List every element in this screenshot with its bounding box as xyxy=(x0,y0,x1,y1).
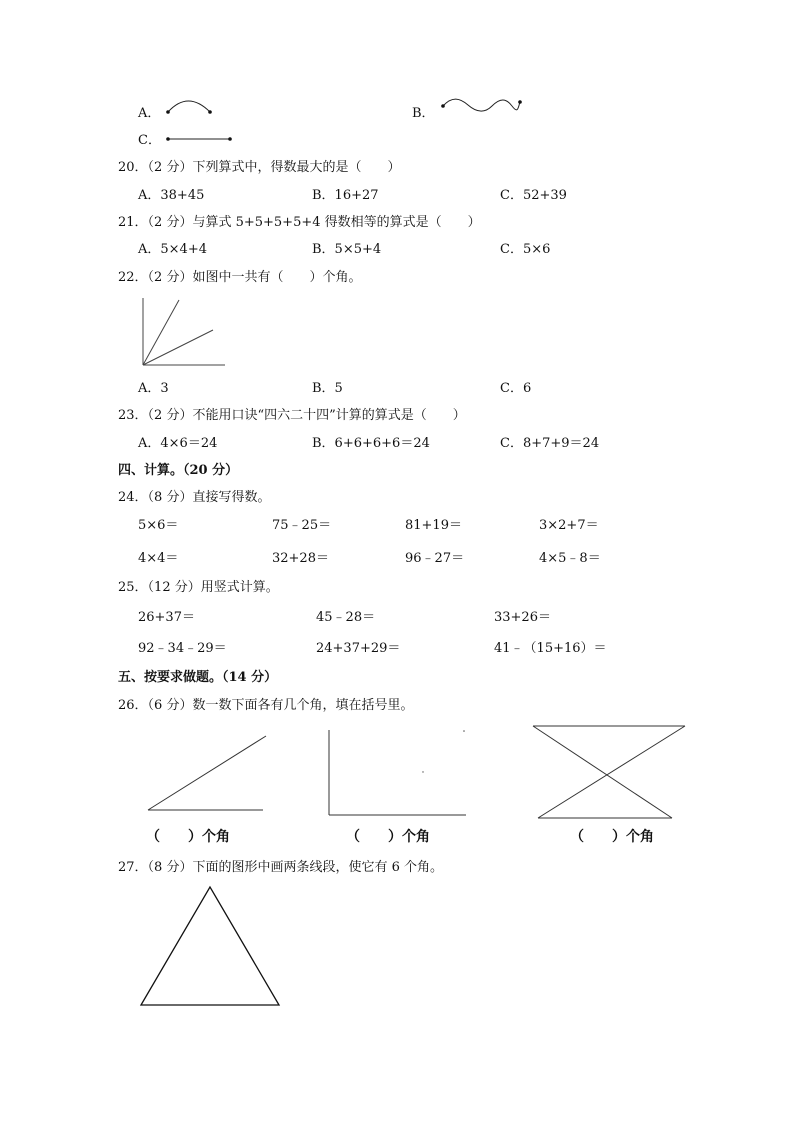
q19-option-c-label: C． xyxy=(138,133,161,148)
q25-item: 45﹣28＝ xyxy=(316,610,376,625)
q25-item: 33+26＝ xyxy=(494,610,551,625)
q25-item: 41﹣（15+16）＝ xyxy=(494,641,607,656)
q24-item: 4×5﹣8＝ xyxy=(539,551,601,566)
q24-item: 3×2+7＝ xyxy=(539,518,599,533)
q25-item: 24+37+29＝ xyxy=(316,641,401,656)
q26-blank-1[interactable]: （ ）个角 xyxy=(146,829,230,845)
q20-option-a: A．38+45 xyxy=(138,188,205,203)
q26-figure-3 xyxy=(530,722,690,822)
q19-option-a-figure xyxy=(164,96,224,116)
q19-option-b-label: B． xyxy=(412,106,435,121)
q24-item: 5×6＝ xyxy=(138,518,179,533)
q20-option-b: B．16+27 xyxy=(312,188,379,203)
q24-item: 4×4＝ xyxy=(138,551,179,566)
q19-option-b-figure xyxy=(438,96,528,116)
q27-stem: 27．（8 分）下面的图形中画两条线段，使它有 6 个角。 xyxy=(118,860,443,875)
q24-item: 32+28＝ xyxy=(272,551,329,566)
q23-stem: 23．（2 分）不能用口诀“四六二十四”计算的算式是（ ） xyxy=(118,408,466,423)
q22-option-a: A．3 xyxy=(138,381,169,396)
q21-option-c: C．5×6 xyxy=(500,242,551,257)
q21-option-a: A．5×4+4 xyxy=(138,242,207,257)
q19-option-a-label: A． xyxy=(138,106,161,121)
q23-option-b: B．6+6+6+6＝24 xyxy=(312,436,430,451)
q24-item: 96﹣27＝ xyxy=(405,551,465,566)
q26-stem: 26．（6 分）数一数下面各有几个角，填在括号里。 xyxy=(118,698,414,713)
q22-option-c: C．6 xyxy=(500,381,532,396)
q22-angle-figure xyxy=(140,296,230,368)
q23-option-a: A．4×6＝24 xyxy=(138,436,218,451)
q24-item: 81+19＝ xyxy=(405,518,462,533)
q25-item: 92﹣34﹣29＝ xyxy=(138,641,227,656)
q26-figure-2 xyxy=(325,727,470,822)
q20-option-c: C．52+39 xyxy=(500,188,567,203)
q24-item: 75﹣25＝ xyxy=(272,518,332,533)
q22-stem: 22．（2 分）如图中一共有（ ）个角。 xyxy=(118,270,362,285)
q26-blank-3[interactable]: （ ）个角 xyxy=(570,829,654,845)
q22-option-b: B．5 xyxy=(312,381,343,396)
q25-stem: 25．（12 分）用竖式计算。 xyxy=(118,580,279,595)
q21-option-b: B．5×5+4 xyxy=(312,242,382,257)
q23-option-c: C．8+7+9＝24 xyxy=(500,436,600,451)
q25-item: 26+37＝ xyxy=(138,610,195,625)
q27-triangle-figure[interactable] xyxy=(138,884,284,1010)
q21-stem: 21．（2 分）与算式 5+5+5+5+4 得数相等的算式是（ ） xyxy=(118,215,481,230)
q26-figure-1 xyxy=(144,730,274,820)
section-5-heading: 五、按要求做题。（14 分） xyxy=(118,670,278,685)
q26-blank-2[interactable]: （ ）个角 xyxy=(346,829,430,845)
section-4-heading: 四、计算。（20 分） xyxy=(118,463,239,478)
q24-stem: 24．（8 分）直接写得数。 xyxy=(118,490,271,505)
q19-option-c-figure xyxy=(164,135,234,145)
q20-stem: 20．（2 分）下列算式中，得数最大的是（ ） xyxy=(118,160,401,175)
